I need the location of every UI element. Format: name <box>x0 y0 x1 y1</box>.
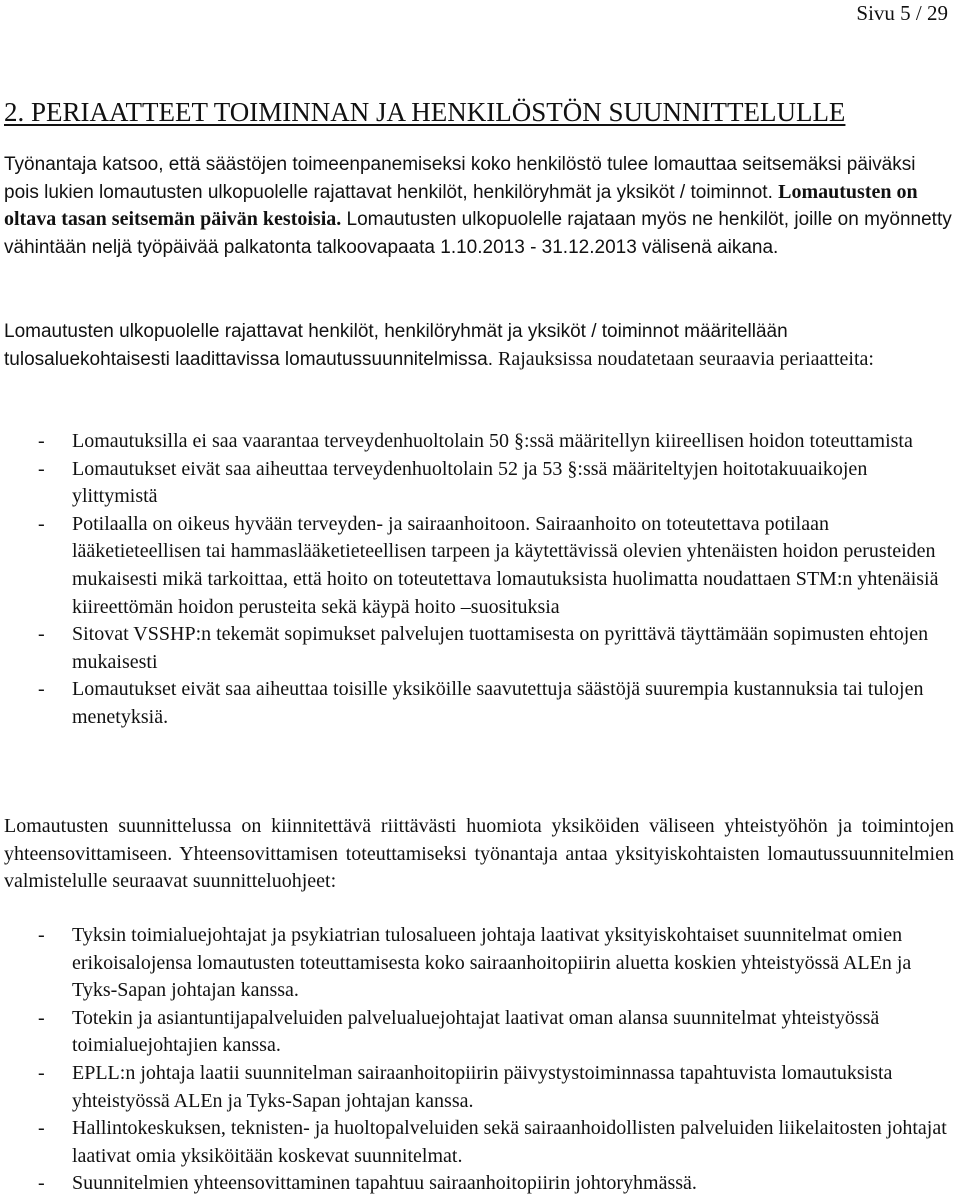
list-item-text: Totekin ja asiantuntijapalveluiden palvelualuejohtajat laativat oman alansa suunnitelmat yhteistyössä toimialuejohtajien kanssa. <box>72 1006 880 1057</box>
list-item <box>4 511 954 621</box>
list-item-text: Lomautuksilla ei saa vaarantaa terveydenhuoltolain 50 §:ssä määritellyn kiireellisen hoidon toteuttamista <box>72 430 913 452</box>
list-item-text: Potilaalla on oikeus hyvään terveyden- ja sairaanhoitoon. Sairaanhoito on toteutettava potilaan lääketieteellisen tai hammaslääketieteellisen tarpeen ja käytettävissä olevien yhtenäisten hoidon perusteiden mukaisesti mikä tarkoittaa, että hoito on toteutettava lomautuksista huolimatta noudattaen STM:n yhtenäisiä kiireettömän hoidon perusteita sekä käypä hoito –suosituksia <box>72 512 939 618</box>
yhteistyo-paragraph: Lomautusten suunnittelussa on kiinnitettävä riittävästi huomiota yksiköiden väliseen yhteistyöhön ja toimintojen yhteensovittamiseen. Yhteensovittamisen toteuttamiseksi työnantaja antaa yksityiskohtaisten lomautussuunnitelmien valmistelulle seuraavat suunnitteluohjeet: <box>4 815 954 893</box>
list-item <box>4 1060 954 1115</box>
list-item <box>4 1005 954 1060</box>
list-item <box>4 1170 954 1198</box>
section-heading: 2. PERIAATTEET TOIMINNAN JA HENKILÖSTÖN SUUNNITTELULLE <box>4 97 846 127</box>
list-item-text: Lomautukset eivät saa aiheuttaa toisille yksiköille saavutettuja säästöjä suurempia kustannuksia tai tulojen menetyksiä. <box>72 678 924 728</box>
guidelines-list <box>4 922 954 1198</box>
list-item-text: Suunnitelmien yhteensovittaminen tapahtuu sairaanhoitopiirin johtoryhmässä. <box>72 1172 697 1195</box>
intro-text-part2: Lomautusten ulkopuolelle rajataan myös ne henkilöt, joille on myönnetty vähintään neljä työpäivää palkatonta talkoovapaata 1.10.2013 - 31.12.2013 välisenä aikana. <box>4 209 952 258</box>
list-item-text: Tyksin toimialuejohtajat ja psykiatrian tulosalueen johtaja laativat yksityiskohtaiset suunnitelmat omien erikoisalojensa lomautusten toteuttamisesta koko sairaanhoitopiirin aluetta koskien yhteistyössä ALEn ja Tyks-Sapan johtajan kanssa. <box>72 924 912 1002</box>
rajaukset-serif-text: Rajauksissa noudatetaan seuraavia periaatteita: <box>492 347 874 370</box>
dash-bullet: - <box>38 457 45 480</box>
list-item <box>4 1115 954 1170</box>
list-item-text: Lomautukset eivät saa aiheuttaa terveydenhuoltolain 52 ja 53 §:ssä määriteltyjen hoitotakuuaikojen ylittymistä <box>72 457 868 508</box>
dash-bullet: - <box>38 1117 45 1140</box>
intro-text-part1: Työnantaja katsoo, että säästöjen toimeenpanemiseksi koko henkilöstö tulee lomauttaa seitsemäksi päiväksi pois lukien lomautusten ulkopuolelle rajattavat henkilöt, henkilöryhmät ja yksiköt / toiminnot. <box>4 154 916 203</box>
dash-bullet: - <box>38 623 45 646</box>
list-item-text: Sitovat VSSHP:n tekemät sopimukset palvelujen tuottamisesta on pyrittävä täyttämään sopimusten ehtojen mukaisesti <box>72 623 929 673</box>
dash-bullet: - <box>38 1172 45 1195</box>
intro-bold-statement: Lomautusten on oltava tasan seitsemän päivän kestoisia. <box>4 180 918 231</box>
dash-bullet: - <box>38 678 45 701</box>
principles-list <box>4 428 954 732</box>
intro-paragraph <box>4 151 954 261</box>
page-number: Sivu 5 / 29 <box>856 1 948 25</box>
dash-bullet: - <box>38 924 45 946</box>
list-item <box>4 676 954 731</box>
list-item <box>4 621 954 676</box>
dash-bullet: - <box>38 430 45 452</box>
rajaukset-paragraph <box>4 318 954 373</box>
rajaukset-sans-text: Lomautusten ulkopuolelle rajattavat henkilöt, henkilöryhmät ja yksiköt / toiminnot määritellään tulosaluekohtaisesti laadittavissa lomautussuunnitelmissa. <box>4 321 788 370</box>
dash-bullet: - <box>38 512 45 535</box>
list-item <box>4 456 954 511</box>
list-item <box>4 922 954 1005</box>
list-item <box>4 428 954 456</box>
list-item-text: EPLL:n johtaja laatii suunnitelman sairaanhoitopiirin päivystystoiminnassa tapahtuvista lomautuksista yhteistyössä ALEn ja Tyks-Sapan johtajan kanssa. <box>72 1061 893 1112</box>
dash-bullet: - <box>38 1061 45 1084</box>
dash-bullet: - <box>38 1006 45 1029</box>
list-item-text: Hallintokeskuksen, teknisten- ja huoltopalveluiden sekä sairaanhoidollisten palveluiden liikelaitosten johtajat laativat omia yksiköitään koskevat suunnitelmat. <box>72 1117 947 1167</box>
